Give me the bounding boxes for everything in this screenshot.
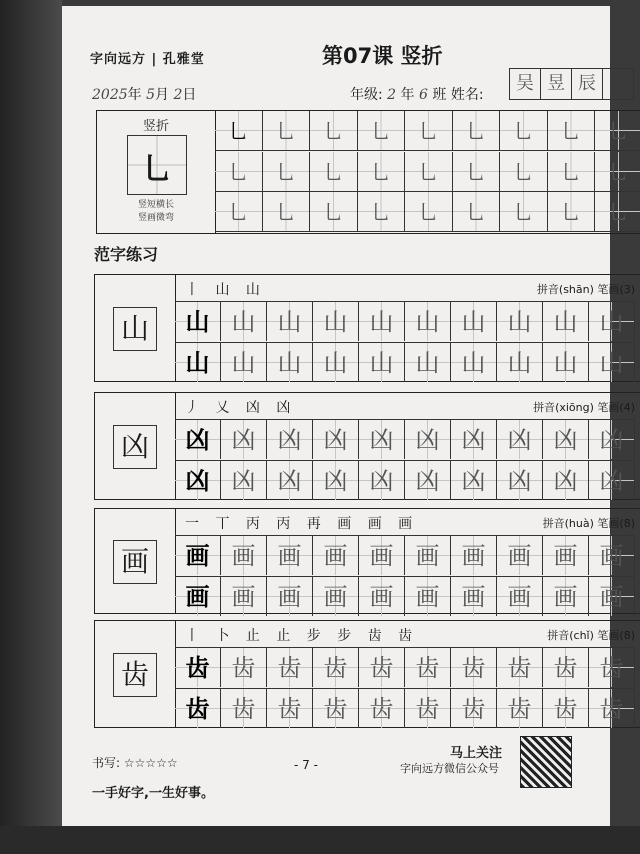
year-sep: 年 (400, 87, 415, 103)
practice-row (175, 576, 635, 616)
stroke-practice-cell: 乚 (310, 152, 358, 192)
stroke-practice-cell: 乚 (263, 192, 311, 232)
practice-cell: 山 (175, 301, 221, 341)
character-sample-panel (95, 621, 176, 727)
stroke-practice-cell: 乚 (405, 192, 453, 232)
practice-cell: 画 (497, 535, 543, 575)
month-label: 月 (155, 87, 170, 103)
practice-cell: 凶 (451, 419, 497, 459)
practice-cell: 山 (451, 301, 497, 341)
practice-cell: 凶 (589, 419, 635, 459)
pinyin-value: (shān) (558, 283, 594, 296)
practice-cell: 画 (543, 576, 589, 616)
date-line (92, 84, 196, 104)
practice-cell: 画 (175, 576, 221, 616)
practice-row (175, 460, 635, 500)
practice-cell: 凶 (221, 460, 267, 500)
practice-cell: 画 (359, 535, 405, 575)
date-year: 2025 (92, 87, 128, 103)
stroke-practice-cell: 乚 (500, 152, 548, 192)
pinyin-label: 拼音 (542, 517, 565, 530)
strokes-label: 笔画 (597, 283, 620, 296)
writing-rating: 书写: ☆☆☆☆☆ (92, 756, 178, 770)
practice-cell: 画 (497, 576, 543, 616)
practice-cell: 画 (221, 535, 267, 575)
worksheet-page (62, 6, 635, 826)
stroke-practice-cell: 乚 (215, 192, 263, 232)
pinyin-value: (chǐ) (569, 629, 594, 642)
stroke-practice-cell: 乚 (500, 111, 548, 151)
practice-cell: 山 (221, 342, 267, 382)
stroke-practice-cell: 乚 (595, 192, 640, 232)
grade-value: 2 (387, 87, 397, 103)
practice-cell: 凶 (313, 419, 359, 459)
character-block (94, 508, 640, 614)
character-info (533, 399, 635, 415)
name-cell (602, 68, 634, 100)
strokes-label: 笔画 (597, 401, 620, 414)
practice-cell: 齿 (313, 688, 359, 728)
practice-cell: 凶 (175, 460, 221, 500)
practice-row (175, 688, 635, 728)
practice-cell: 画 (405, 576, 451, 616)
date-day: 2 (173, 87, 183, 103)
practice-cell: 齿 (359, 688, 405, 728)
practice-cell: 山 (405, 301, 451, 341)
character-sample-panel (95, 509, 176, 613)
stroke-glyph: 乚 (142, 152, 172, 187)
stroke-practice-cell: 乚 (595, 152, 640, 192)
character-sample: 画 (113, 540, 157, 584)
practice-cell: 山 (221, 301, 267, 341)
practice-cell: 画 (313, 576, 359, 616)
practice-cell: 凶 (543, 460, 589, 500)
practice-cell: 凶 (497, 419, 543, 459)
practice-cell: 画 (175, 535, 221, 575)
practice-cell: 山 (267, 342, 313, 382)
practice-cell: 齿 (175, 647, 221, 687)
practice-cell: 画 (589, 535, 635, 575)
practice-cell: 齿 (589, 647, 635, 687)
practice-cell: 画 (589, 576, 635, 616)
page-number: - 7 - (294, 758, 318, 772)
class-label: 班 (432, 87, 447, 103)
practice-cell: 画 (313, 535, 359, 575)
practice-cell: 凶 (267, 460, 313, 500)
strokes-value: (3) (619, 283, 635, 296)
practice-cell: 画 (405, 535, 451, 575)
practice-cell: 山 (359, 342, 405, 382)
stroke-order: 丨 卜 止 止 步 步 齿 齿 (185, 628, 419, 644)
stroke-practice-cell: 乚 (453, 152, 501, 192)
practice-cell: 齿 (267, 688, 313, 728)
practice-row (175, 301, 635, 341)
stroke-practice-cell: 乚 (358, 152, 406, 192)
practice-cell: 画 (543, 535, 589, 575)
stroke-practice-cell: 乚 (358, 192, 406, 232)
stroke-practice-cell: 乚 (548, 152, 596, 192)
practice-cell: 画 (451, 535, 497, 575)
practice-cell: 凶 (359, 460, 405, 500)
practice-cell: 齿 (221, 688, 267, 728)
practice-cell: 山 (589, 342, 635, 382)
stroke-practice-cell: 乚 (310, 111, 358, 151)
stroke-demo-box (127, 135, 187, 195)
character-info (547, 627, 635, 643)
character-sample-panel (95, 275, 176, 381)
stroke-practice-cell: 乚 (310, 192, 358, 232)
name-cell: 昱 (540, 68, 572, 100)
lesson-title: 第07课 竖折 (322, 44, 443, 68)
strokes-value: (8) (619, 629, 635, 642)
stroke-practice-cell: 乚 (405, 152, 453, 192)
practice-cell: 凶 (497, 460, 543, 500)
practice-cell: 山 (497, 342, 543, 382)
pinyin-value: (xiōng) (555, 401, 594, 414)
practice-cell: 山 (313, 301, 359, 341)
pinyin-label: 拼音 (533, 401, 556, 414)
year-label: 年 (127, 87, 142, 103)
name-cell: 辰 (571, 68, 603, 100)
character-sample: 凶 (113, 425, 157, 469)
practice-cell: 凶 (221, 419, 267, 459)
character-sample: 齿 (113, 653, 157, 697)
practice-cell: 山 (267, 301, 313, 341)
practice-cell: 画 (267, 576, 313, 616)
strokes-value: (4) (619, 401, 635, 414)
character-info (543, 515, 635, 531)
pinyin-label: 拼音 (536, 283, 559, 296)
stroke-label: 竖折 (142, 119, 169, 134)
stroke-practice-cell: 乚 (595, 111, 640, 151)
practice-cell: 齿 (175, 688, 221, 728)
character-info (537, 281, 635, 297)
stroke-practice-cell: 乚 (215, 152, 263, 192)
qr-code-icon (520, 736, 572, 788)
practice-row (175, 419, 635, 459)
stroke-practice-cell: 乚 (358, 111, 406, 151)
stroke-practice-cell: 乚 (453, 111, 501, 151)
practice-cell: 山 (359, 301, 405, 341)
practice-cell: 齿 (405, 688, 451, 728)
section-title: 范字练习 (94, 245, 159, 264)
stroke-practice-table (96, 110, 640, 234)
background-edge (0, 826, 640, 854)
practice-row (175, 647, 635, 687)
pinyin-label: 拼音 (547, 629, 570, 642)
stroke-order: 丨 山 山 (185, 282, 266, 298)
stroke-order: 一 丅 丙 丙 再 画 画 画 (185, 516, 419, 532)
character-sample-panel (95, 393, 176, 499)
practice-cell: 齿 (589, 688, 635, 728)
practice-row (175, 342, 635, 382)
stroke-practice-cell: 乚 (500, 192, 548, 232)
practice-cell: 齿 (451, 688, 497, 728)
practice-cell: 齿 (543, 647, 589, 687)
practice-cell: 齿 (405, 647, 451, 687)
name-label: 姓名: (450, 87, 484, 103)
pinyin-value: (huà) (564, 517, 594, 530)
practice-cell: 画 (267, 535, 313, 575)
background-shadow (0, 0, 62, 854)
practice-cell: 凶 (359, 419, 405, 459)
strokes-label: 笔画 (597, 517, 620, 530)
practice-cell: 凶 (543, 419, 589, 459)
tip-line-2: 竖画微弯 (137, 213, 174, 223)
stroke-practice-cell: 乚 (453, 192, 501, 232)
practice-cell: 画 (359, 576, 405, 616)
practice-cell: 凶 (451, 460, 497, 500)
stroke-practice-cell: 乚 (548, 192, 596, 232)
day-label: 日 (182, 87, 197, 103)
practice-cell: 齿 (497, 647, 543, 687)
practice-cell: 山 (451, 342, 497, 382)
practice-cell: 凶 (313, 460, 359, 500)
practice-cell: 山 (405, 342, 451, 382)
practice-row (175, 535, 635, 575)
stroke-practice-cell: 乚 (548, 111, 596, 151)
name-cell: 吴 (509, 68, 541, 100)
practice-cell: 齿 (543, 688, 589, 728)
practice-cell: 山 (313, 342, 359, 382)
practice-cell: 齿 (497, 688, 543, 728)
practice-cell: 画 (451, 576, 497, 616)
strokes-label: 笔画 (597, 629, 620, 642)
character-block (94, 620, 640, 728)
class-value: 6 (419, 87, 428, 103)
practice-cell: 齿 (451, 647, 497, 687)
character-block (94, 274, 640, 382)
practice-cell: 齿 (313, 647, 359, 687)
practice-cell: 山 (543, 301, 589, 341)
grade-label: 年级: (350, 87, 383, 103)
strokes-value: (8) (619, 517, 635, 530)
name-grid (510, 68, 634, 100)
practice-cell: 山 (543, 342, 589, 382)
follow-subtitle: 字向远方微信公众号 (400, 762, 499, 775)
practice-cell: 凶 (405, 419, 451, 459)
practice-cell: 齿 (267, 647, 313, 687)
stroke-order: 丿 乂 凶 凶 (185, 400, 297, 416)
stroke-tip (97, 199, 215, 225)
practice-cell: 画 (221, 576, 267, 616)
grade-line (350, 84, 484, 104)
practice-cell: 凶 (175, 419, 221, 459)
stroke-practice-cell: 乚 (405, 111, 453, 151)
stroke-demo (97, 111, 216, 233)
practice-cell: 凶 (267, 419, 313, 459)
practice-cell: 山 (175, 342, 221, 382)
follow-title: 马上关注 (450, 746, 503, 761)
brand-logo: 字向远方 | 孔雅堂 (90, 52, 205, 67)
tip-line-1: 竖短横长 (137, 200, 174, 210)
practice-cell: 山 (589, 301, 635, 341)
stroke-practice-cell: 乚 (215, 111, 263, 151)
character-block (94, 392, 640, 500)
practice-cell: 山 (497, 301, 543, 341)
practice-cell: 凶 (589, 460, 635, 500)
practice-cell: 凶 (405, 460, 451, 500)
date-month: 5 (146, 87, 156, 103)
practice-cell: 齿 (359, 647, 405, 687)
stroke-practice-cell: 乚 (263, 111, 311, 151)
character-sample: 山 (113, 307, 157, 351)
slogan: 一手好字,一生好事。 (92, 786, 214, 801)
stroke-practice-cell: 乚 (263, 152, 311, 192)
practice-cell: 齿 (221, 647, 267, 687)
